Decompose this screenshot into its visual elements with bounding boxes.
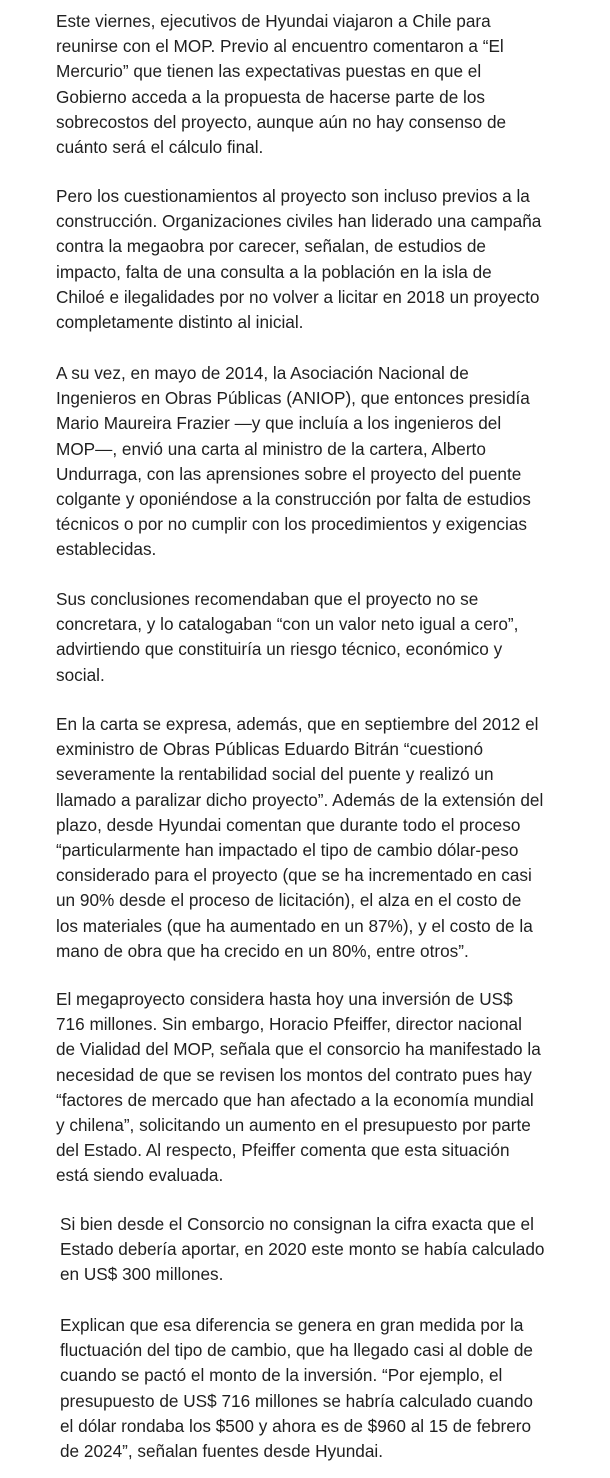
- text-line: concretara, y lo catalogaban “con un valor neto igual a cero”,: [56, 614, 519, 635]
- paragraph-5: [56, 712, 543, 964]
- text-line: completamente distinto al inicial.: [56, 311, 304, 332]
- text-line: de Vialidad del MOP, señala que el consorcio ha manifestado la: [56, 1039, 541, 1060]
- text-line: construcción. Organizaciones civiles han liderado una campaña: [56, 211, 542, 232]
- text-line: colgante y oponiéndose a la construcción por falta de estudios: [56, 488, 531, 509]
- text-line: en US$ 300 millones.: [60, 1264, 224, 1285]
- paragraph-6: [56, 987, 541, 1189]
- text-line: Explican que esa diferencia se genera en gran medida por la: [60, 1315, 524, 1335]
- text-line: Chiloé e ilegalidades por no volver a licitar en 2018 un proyecto: [56, 286, 540, 307]
- text-line: reunirse con el MOP. Previo al encuentro comentaron a “El: [56, 36, 504, 57]
- text-line: severamente la rentabilidad social del puente y realizó un: [56, 764, 494, 785]
- text-line: un 90% desde el proceso de licitación), el alza en el costo de: [56, 890, 522, 911]
- text-line: El megaproyecto considera hasta hoy una inversión de US$: [56, 989, 513, 1009]
- text-line: 716 millones. Sin embargo, Horacio Pfeiffer, director nacional: [56, 1014, 522, 1035]
- text-line: contra la megaobra por carecer, señalan, de estudios de: [56, 236, 486, 257]
- paragraph-3: [56, 361, 531, 563]
- text-line: advirtiendo que constituiría un riesgo técnico, económico y: [56, 639, 503, 660]
- paragraph-7: [60, 1212, 544, 1288]
- text-line: fluctuación del tipo de cambio, que ha llegado casi al doble de: [60, 1340, 533, 1361]
- text-line: Ingenieros en Obras Públicas (ANIOP), que entonces presidía: [56, 388, 530, 409]
- paragraph-8: [60, 1313, 533, 1464]
- text-line: exministro de Obras Públicas Eduardo Bitrán “cuestionó: [56, 739, 484, 760]
- text-line: En la carta se expresa, además, que en septiembre del 2012 el: [56, 714, 539, 734]
- text-line: necesidad de que se revisen los montos del contrato pues hay: [56, 1064, 532, 1085]
- text-line: MOP—, envió una carta al ministro de la cartera, Alberto: [56, 438, 486, 459]
- text-line: cuando se pactó el monto de la inversión. “Por ejemplo, el: [60, 1365, 503, 1386]
- text-line: del Estado. Al respecto, Pfeiffer comenta que esta situación: [56, 1140, 510, 1161]
- text-line: cuánto será el cálculo final.: [56, 136, 264, 157]
- text-line: Pero los cuestionamientos al proyecto son incluso previos a la: [56, 186, 530, 206]
- text-line: Estado debería aportar, en 2020 este monto se había calculado: [60, 1239, 545, 1260]
- paragraph-2: [56, 184, 541, 335]
- text-line: presupuesto de US$ 716 millones se habría calculado cuando: [60, 1390, 533, 1411]
- text-line: “factores de mercado que han afectado a la economía mundial: [56, 1089, 534, 1110]
- text-line: Gobierno acceda a la propuesta de hacerse parte de los: [56, 86, 486, 107]
- text-line: Mercurio” que tienen las expectativas puestas en que el: [56, 61, 482, 82]
- text-line: “particularmente han impactado el tipo de cambio dólar-peso: [56, 839, 519, 860]
- text-line: Mario Maureira Frazier —y que incluía a los ingenieros del: [56, 413, 502, 434]
- text-line: Sus conclusiones recomendaban que el proyecto no se: [56, 589, 479, 609]
- text-line: A su vez, en mayo de 2014, la Asociación Nacional de: [56, 363, 469, 383]
- text-line: establecidas.: [56, 539, 157, 560]
- text-line: llamado a paralizar dicho proyecto”. Además de la extensión del: [56, 789, 544, 810]
- text-line: Este viernes, ejecutivos de Hyundai viajaron a Chile para: [56, 11, 491, 31]
- text-line: los materiales (que ha aumentado en un 87%), y el costo de la: [56, 915, 533, 936]
- text-line: mano de obra que ha crecido en un 80%, entre otros”.: [56, 940, 469, 961]
- text-line: está siendo evaluada.: [56, 1165, 224, 1186]
- text-line: el dólar rondaba los $500 y ahora es de $960 al 15 de febrero: [60, 1415, 532, 1436]
- text-line: sobrecostos del proyecto, aunque aún no hay consenso de: [56, 111, 507, 132]
- text-line: y chilena”, solicitando un aumento en el presupuesto por parte: [56, 1114, 531, 1135]
- text-line: plazo, desde Hyundai comentan que durante todo el proceso: [56, 814, 521, 835]
- text-line: considerado para el proyecto (que se ha incrementado en casi: [56, 865, 532, 886]
- text-line: Undurraga, con las aprensiones sobre el proyecto del puente: [56, 463, 522, 484]
- text-line: impacto, falta de una consulta a la población en la isla de: [56, 261, 492, 282]
- text-line: Si bien desde el Consorcio no consignan la cifra exacta que el: [60, 1214, 534, 1234]
- text-line: social.: [56, 664, 105, 685]
- paragraph-4: [56, 587, 518, 688]
- text-line: de 2024”, señalan fuentes desde Hyundai.: [60, 1440, 383, 1461]
- paragraph-1: [56, 9, 506, 160]
- text-line: técnicos o por no cumplir con los procedimientos y exigencias: [56, 514, 527, 535]
